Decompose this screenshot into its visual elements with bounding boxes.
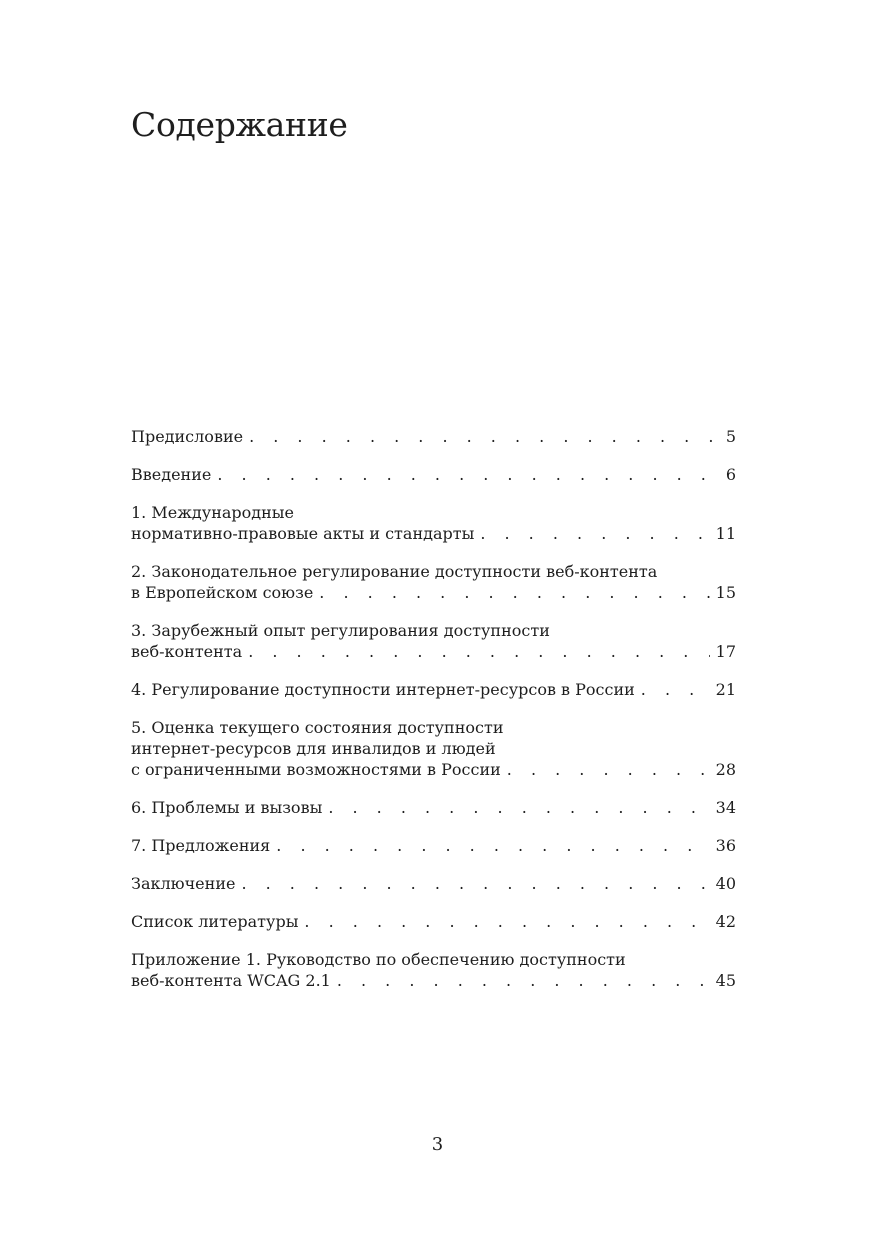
toc-entry-title: 6. Проблемы и вызовы <box>131 798 323 817</box>
toc-entry-title: интернет-ресурсов для инвалидов и людей <box>131 739 496 758</box>
toc-entry-title: 3. Зарубежный опыт регулирования доступности <box>131 621 550 640</box>
dot-leader <box>322 797 709 818</box>
toc-entry-title: 1. Международные <box>131 503 294 522</box>
toc-entry-title: Заключение <box>131 874 236 893</box>
dot-leader <box>242 641 709 662</box>
toc-entry-chapter-6[interactable] <box>131 797 736 818</box>
dot-leader <box>270 835 709 856</box>
dot-leader <box>501 759 710 780</box>
toc-entry-title: 4. Регулирование доступности интернет-ресурсов в России <box>131 680 635 699</box>
toc-entry-preface[interactable] <box>131 426 736 447</box>
toc-entry-chapter-5[interactable] <box>131 717 736 780</box>
dot-leader <box>635 679 710 700</box>
toc-page-number: 11 <box>715 524 736 543</box>
toc-page-number: 34 <box>715 798 736 817</box>
toc-entry-title: с ограниченными возможностями в России <box>131 760 501 779</box>
toc-entry-title: Приложение 1. Руководство по обеспечению доступности <box>131 950 626 969</box>
dot-leader <box>331 970 710 991</box>
toc-entry-title: нормативно-правовые акты и стандарты <box>131 524 475 543</box>
toc-page-number: 36 <box>715 836 736 855</box>
toc-page-number: 28 <box>715 760 736 779</box>
toc-entry-introduction[interactable] <box>131 464 736 485</box>
toc-entry-title: в Европейском союзе <box>131 583 314 602</box>
dot-leader <box>313 582 709 603</box>
toc-entry-title: веб-контента <box>131 642 243 661</box>
toc-page-number: 6 <box>725 465 736 484</box>
dot-leader <box>474 523 709 544</box>
toc-page-number: 42 <box>715 912 736 931</box>
toc-page-number: 21 <box>715 680 736 699</box>
toc-entry-chapter-7[interactable] <box>131 835 736 856</box>
toc-entry-chapter-1[interactable] <box>131 502 736 544</box>
dot-leader <box>243 426 720 447</box>
toc-entry-references[interactable] <box>131 911 736 932</box>
toc-entry-title: Список литературы <box>131 912 299 931</box>
toc-entry-chapter-2[interactable] <box>131 561 736 603</box>
toc-entry-title: веб-контента WCAG 2.1 <box>131 971 331 990</box>
toc-entry-title: Предисловие <box>131 427 244 446</box>
dot-leader <box>298 911 709 932</box>
dot-leader <box>235 873 709 894</box>
toc-entry-title: 5. Оценка текущего состояния доступности <box>131 718 504 737</box>
toc-entry-chapter-3[interactable] <box>131 620 736 662</box>
toc-entry-title: 7. Предложения <box>131 836 271 855</box>
toc-entry-conclusion[interactable] <box>131 873 736 894</box>
toc-entry-chapter-4[interactable] <box>131 679 736 700</box>
toc-page-number: 17 <box>715 642 736 661</box>
toc-entry-title: 2. Законодательное регулирование доступности веб-контента <box>131 562 658 581</box>
dot-leader <box>211 464 719 485</box>
toc-page-number: 40 <box>715 874 736 893</box>
toc-page-number: 45 <box>715 971 736 990</box>
toc-entry-appendix-1[interactable] <box>131 949 736 991</box>
toc-page-number: 15 <box>715 583 736 602</box>
table-of-contents <box>131 426 736 1008</box>
page-number: 3 <box>431 1134 444 1155</box>
page-title: Содержание <box>131 105 348 144</box>
toc-page-number: 5 <box>725 427 736 446</box>
toc-entry-title: Введение <box>131 465 212 484</box>
